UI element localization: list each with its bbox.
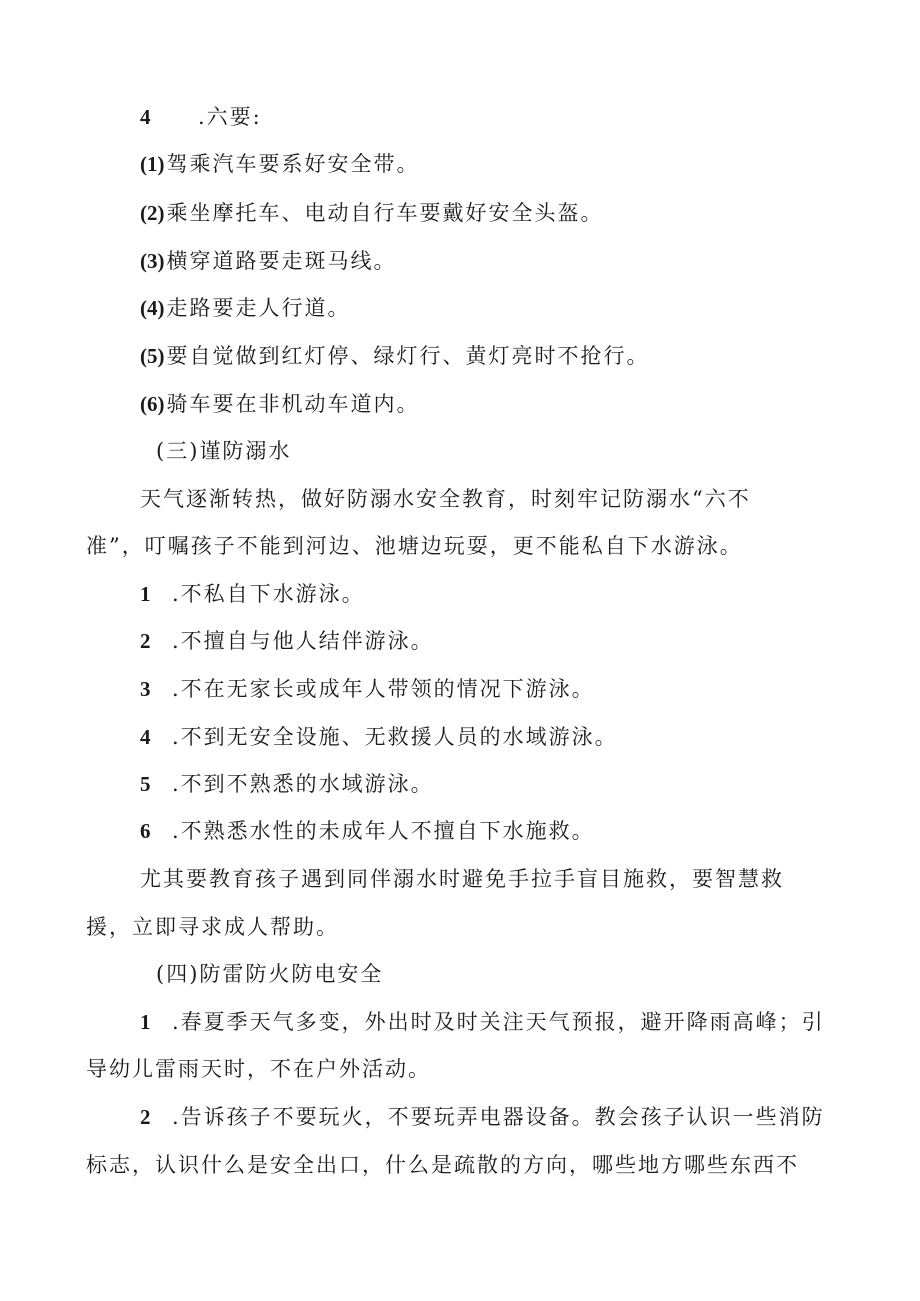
- list-number: 2: [140, 1105, 151, 1129]
- list-item: [140, 769, 434, 799]
- line-text: 要自觉做到红灯停、绿灯行、黄灯亮时不抢行。: [166, 344, 650, 368]
- line-text: .不到无安全设施、无救援人员的水域游泳。: [172, 725, 618, 749]
- heading-six-musts: [140, 102, 262, 132]
- line-text: .不私自下水游泳。: [172, 582, 365, 606]
- line-text: 援，立即寻求成人帮助。: [86, 915, 339, 939]
- list-number: (1): [140, 152, 165, 176]
- list-item: [140, 722, 618, 752]
- line-text: .不熟悉水性的未成年人不擅自下水施救。: [172, 819, 595, 843]
- line-text: 标志，认识什么是安全出口，什么是疏散的方向，哪些地方哪些东西不: [86, 1153, 799, 1177]
- paragraph-line: [86, 912, 339, 942]
- section-heading: [156, 436, 291, 466]
- list-number: (4): [140, 296, 165, 320]
- list-number: 2: [140, 629, 151, 653]
- list-number: 1: [140, 1010, 151, 1034]
- list-number: (5): [140, 344, 165, 368]
- line-text: 准”，叮嘱孩子不能到河边、池塘边玩耍，更不能私自下水游泳。: [86, 534, 743, 558]
- list-number: (3): [140, 249, 165, 273]
- list-number: 6: [140, 819, 151, 843]
- paragraph-line: [86, 1150, 799, 1180]
- paragraph-line: [86, 1054, 431, 1084]
- heading-text: (三)谨防溺水: [156, 439, 292, 463]
- paragraph-line: [86, 531, 743, 561]
- line-text: .不在无家长或成年人带领的情况下游泳。: [172, 677, 595, 701]
- list-number: (2): [140, 201, 165, 225]
- list-item: [140, 674, 595, 704]
- line-text: 尤其要教育孩子遇到同伴溺水时避免手拉手盲目施救，要智慧救: [140, 867, 784, 891]
- list-number: 5: [140, 772, 151, 796]
- list-item: [140, 198, 604, 228]
- list-item: [140, 246, 397, 276]
- list-item: [140, 1007, 825, 1037]
- list-item: [140, 626, 434, 656]
- list-item: [140, 293, 351, 323]
- list-item: [140, 389, 420, 419]
- list-item: [140, 341, 650, 371]
- paragraph-line: [140, 864, 784, 894]
- line-text: .春夏季天气多变，外出时及时关注天气预报，避开降雨高峰；引: [172, 1010, 825, 1034]
- line-text: 横穿道路要走斑马线。: [166, 249, 397, 273]
- line-text: .告诉孩子不要玩火，不要玩弄电器设备。教会孩子认识一些消防: [172, 1105, 825, 1129]
- line-text: .不擅自与他人结伴游泳。: [172, 629, 434, 653]
- list-item: [140, 149, 420, 179]
- list-number: 1: [140, 582, 151, 606]
- line-text: 驾乘汽车要系好安全带。: [166, 152, 420, 176]
- heading-text: (四)防雷防火防电安全: [156, 962, 384, 986]
- list-item: [140, 579, 365, 609]
- list-item: [140, 1102, 825, 1132]
- list-number: 3: [140, 677, 151, 701]
- line-text: 走路要走人行道。: [166, 296, 351, 320]
- section-heading: [156, 959, 383, 989]
- line-text: 乘坐摩托车、电动自行车要戴好安全头盔。: [166, 201, 604, 225]
- list-number: (6): [140, 392, 165, 416]
- paragraph-line: [140, 484, 751, 514]
- line-text: 骑车要在非机动车道内。: [166, 392, 420, 416]
- line-text: .不到不熟悉的水域游泳。: [172, 772, 434, 796]
- list-item: [140, 816, 595, 846]
- line-text: .六要:: [198, 105, 262, 129]
- list-number: 4: [140, 725, 151, 749]
- line-text: 天气逐渐转热，做好防溺水安全教育，时刻牢记防溺水“六不: [140, 487, 751, 511]
- list-number: 4: [140, 105, 151, 129]
- line-text: 导幼儿雷雨天时，不在户外活动。: [86, 1057, 431, 1081]
